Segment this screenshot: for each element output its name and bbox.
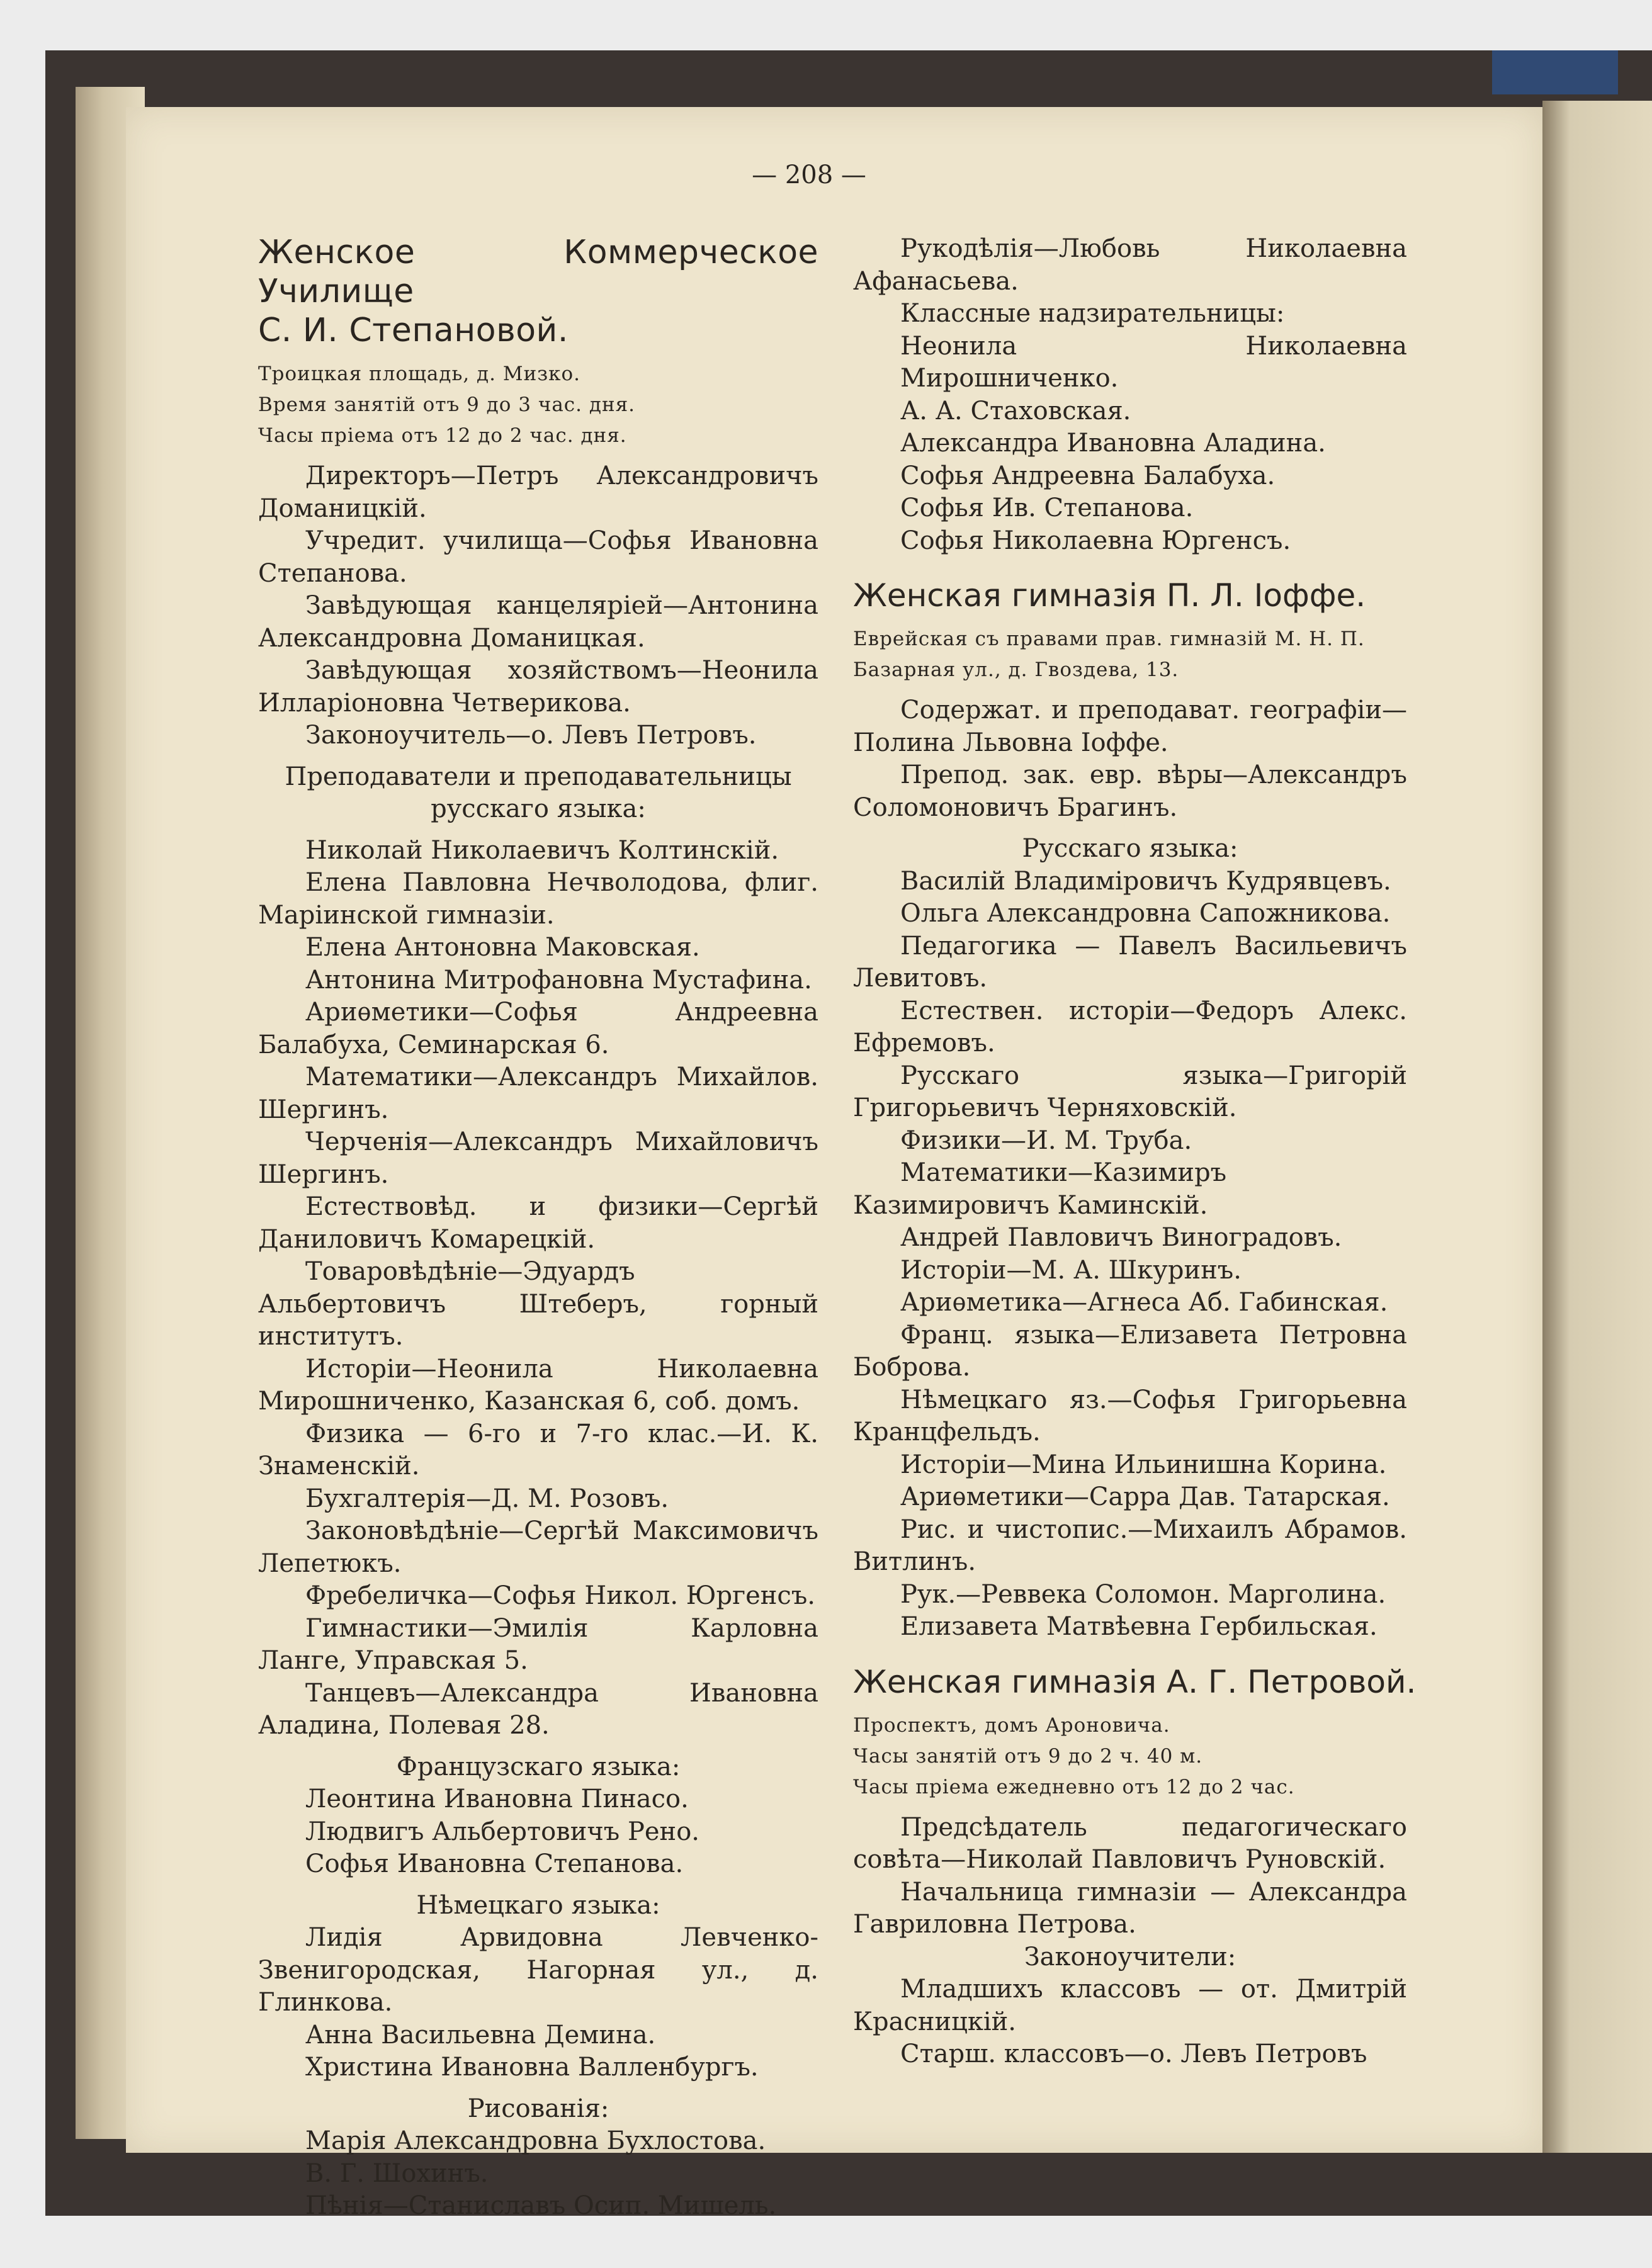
staff-entry: Русскаго языка—Григорій Григорьевичъ Черняховскій. xyxy=(853,1061,1407,1122)
staff-entry: Фребеличка—Софья Никол. Юргенсъ. xyxy=(305,1581,815,1610)
staff-entry: Исторіи—М. А. Шкуринъ. xyxy=(900,1255,1242,1285)
institution-title: Женская гимназія П. Л. Іоффе. xyxy=(853,577,1366,614)
staff-entry: Математики—Казимиръ Казимировичъ Каминскій. xyxy=(853,1158,1227,1220)
staff-entry: Лидія Арвидовна Левченко-Звенигородская, Нагорная ул., д. Глинкова. xyxy=(258,1923,818,2017)
staff-entry: Исторіи—Неонила Николаевна Мирошниченко, Казанская 6, соб. домъ. xyxy=(258,1354,818,1416)
section-heading: Законоучители: xyxy=(1024,1942,1236,1972)
institution-title: Женское Коммерческое Училище xyxy=(258,234,818,310)
institution-title-line2: С. И. Степановой. xyxy=(258,312,569,349)
reception-line: Часы пріема отъ 12 до 2 час. дня. xyxy=(258,424,627,447)
section-heading: Нѣмецкаго языка: xyxy=(416,1890,660,1920)
staff-entry: Математики—Александръ Михайлов. Шергинъ. xyxy=(258,1063,818,1124)
institution-status-line: Еврейская съ правами прав. гимназій М. Н. П. xyxy=(853,628,1365,650)
address-line: Проспектъ, домъ Ароновича. xyxy=(853,1713,1170,1737)
staff-entry: Софья Андреевна Балабуха. xyxy=(900,461,1276,490)
staff-entry: Младшихъ классовъ — от. Дмитрій Красницкій. xyxy=(853,1975,1407,2036)
staff-entry: Николай Николаевичъ Колтинскій. xyxy=(305,835,779,865)
staff-entry: Рис. и чистопис.—Михаилъ Абрамов. Витлинъ. xyxy=(853,1515,1407,1576)
staff-entry: Учредит. училища—Софья Ивановна Степанова. xyxy=(258,526,818,588)
reception-line: Часы пріема ежедневно отъ 12 до 2 час. xyxy=(853,1775,1295,1798)
staff-entry: Франц. языка—Елизавета Петровна Боброва. xyxy=(853,1320,1407,1382)
staff-entry: Анна Васильевна Демина. xyxy=(305,2020,656,2050)
staff-entry: Директоръ—Петръ Александровичъ Доманицкій. xyxy=(258,461,818,523)
staff-entry: Нѣмецкаго яз.—Софья Григорьевна Кранцфельдъ. xyxy=(853,1385,1407,1447)
staff-entry: А. А. Стаховская. xyxy=(900,396,1131,426)
institution-title: Женская гимназія А. Г. Петровой. xyxy=(853,1663,1417,1700)
staff-entry: Софья Ивановна Степанова. xyxy=(305,1849,684,1878)
staff-entry: Софья Николаевна Юргенсъ. xyxy=(900,526,1291,555)
staff-entry: Товаровѣдѣніе—Эдуардъ Альбертовичъ Штеберъ, горный институтъ. xyxy=(258,1257,818,1351)
staff-entry: Бухгалтерія—Д. М. Розовъ. xyxy=(305,1484,669,1513)
staff-entry: Елена Антоновна Маковская. xyxy=(305,933,700,962)
staff-entry: Законоучитель—о. Левъ Петровъ. xyxy=(305,721,757,750)
staff-entry: Содержат. и преподават. географіи—Полина Львовна Іоффе. xyxy=(853,696,1407,757)
page-number: — 208 — xyxy=(752,161,866,189)
staff-entry: Антонина Митрофановна Мустафина. xyxy=(305,965,812,995)
staff-entry: Естествен. исторіи—Федоръ Алекс. Ефремовъ. xyxy=(853,996,1407,1058)
staff-entry: Гимнастики—Эмилія Карловна Ланге, Управская 5. xyxy=(258,1613,818,1675)
staff-entry: Леонтина Ивановна Пинасо. xyxy=(305,1785,689,1814)
section-heading: Французскаго языка: xyxy=(396,1752,681,1781)
staff-entry: Исторіи—Мина Ильинишна Корина. xyxy=(900,1450,1387,1479)
staff-entry: Рукодѣлія—Любовь Николаевна Афанасьева. xyxy=(853,234,1407,296)
address-line: Базарная ул., д. Гвоздева, 13. xyxy=(853,658,1179,681)
staff-entry: Ариѳметики—Софья Андреевна Балабуха, Семинарская 6. xyxy=(258,998,818,1059)
staff-entry: В. Г. Шохинъ. xyxy=(305,2158,489,2188)
staff-entry: Александра Ивановна Аладина. xyxy=(900,429,1326,458)
staff-entry: Ариѳметики—Сарра Дав. Татарская. xyxy=(900,1482,1390,1511)
hours-line: Часы занятій отъ 9 до 2 ч. 40 м. xyxy=(853,1744,1203,1768)
right-column xyxy=(853,233,1417,2071)
staff-entry: Софья Ив. Степанова. xyxy=(900,494,1194,522)
staff-entry: Черченія—Александръ Михайловичъ Шергинъ. xyxy=(258,1127,818,1189)
staff-entry: Предсѣдатель педагогическаго совѣта—Николай Павловичъ Руновскій. xyxy=(853,1812,1407,1874)
section-heading: Рисованія: xyxy=(467,2094,609,2123)
staff-entry: Марія Александровна Бухлостова. xyxy=(305,2126,766,2155)
address-line: Троицкая площадь, д. Мизко. xyxy=(258,363,581,385)
staff-entry: Елизавета Матвѣевна Гербильская. xyxy=(900,1612,1378,1641)
staff-entry: Людвигъ Альбертовичъ Рено. xyxy=(305,1817,700,1846)
staff-entry: Начальница гимназіи — Александра Гавриловна Петрова. xyxy=(853,1877,1407,1939)
staff-entry: Педагогика — Павелъ Васильевичъ Левитовъ. xyxy=(853,931,1407,993)
section-heading: Классные надзирательницы: xyxy=(900,299,1285,328)
staff-entry: Христина Ивановна Валленбургъ. xyxy=(305,2053,759,2082)
staff-entry: Старш. классовъ—о. Левъ Петровъ xyxy=(900,2040,1367,2068)
bookmark-ribbon xyxy=(1492,50,1618,94)
left-column xyxy=(258,233,818,2223)
staff-entry: Василій Владиміровичъ Кудрявцевъ. xyxy=(900,866,1391,896)
staff-entry: Ольга Александровна Сапожникова. xyxy=(900,899,1391,928)
staff-entry: Ариѳметика—Агнеса Аб. Габинская. xyxy=(900,1288,1388,1317)
staff-entry: Физики—И. М. Труба. xyxy=(900,1126,1192,1155)
staff-entry: Пѣнія—Станиславъ Осип. Мишель. xyxy=(305,2191,777,2220)
section-heading: Преподаватели и преподавательницы русскаго языка: xyxy=(285,762,792,823)
staff-entry: Завѣдующая канцеляріей—Антонина Александровна Доманицкая. xyxy=(258,591,818,653)
staff-entry: Андрей Павловичъ Виноградовъ. xyxy=(900,1223,1342,1252)
staff-entry: Елена Павловна Нечволодова, флиг. Маріинской гимназіи. xyxy=(258,868,818,930)
staff-entry: Неонила Николаевна Мирошниченко. xyxy=(900,331,1407,393)
staff-entry: Танцевъ—Александра Ивановна Аладина, Полевая 28. xyxy=(258,1678,818,1740)
staff-entry: Естествовѣд. и физики—Сергѣй Даниловичъ Комарецкій. xyxy=(258,1192,818,1254)
staff-entry: Физика — 6-го и 7-го клас.—И. К. Знаменскій. xyxy=(258,1419,818,1481)
hours-line: Время занятій отъ 9 до 3 час. дня. xyxy=(258,393,636,416)
section-heading: Русскаго языка: xyxy=(1022,834,1238,863)
staff-entry: Рук.—Реввека Соломон. Марголина. xyxy=(900,1579,1386,1609)
staff-entry: Препод. зак. евр. вѣры—Александръ Соломоновичъ Брагинъ. xyxy=(853,760,1407,822)
staff-entry: Завѣдующая хозяйствомъ—Неонила Илларіоновна Четверикова. xyxy=(258,656,818,718)
staff-entry: Законовѣдѣніе—Сергѣй Максимовичъ Лепетюкъ. xyxy=(258,1516,818,1578)
facing-page-edge xyxy=(1542,101,1652,2153)
